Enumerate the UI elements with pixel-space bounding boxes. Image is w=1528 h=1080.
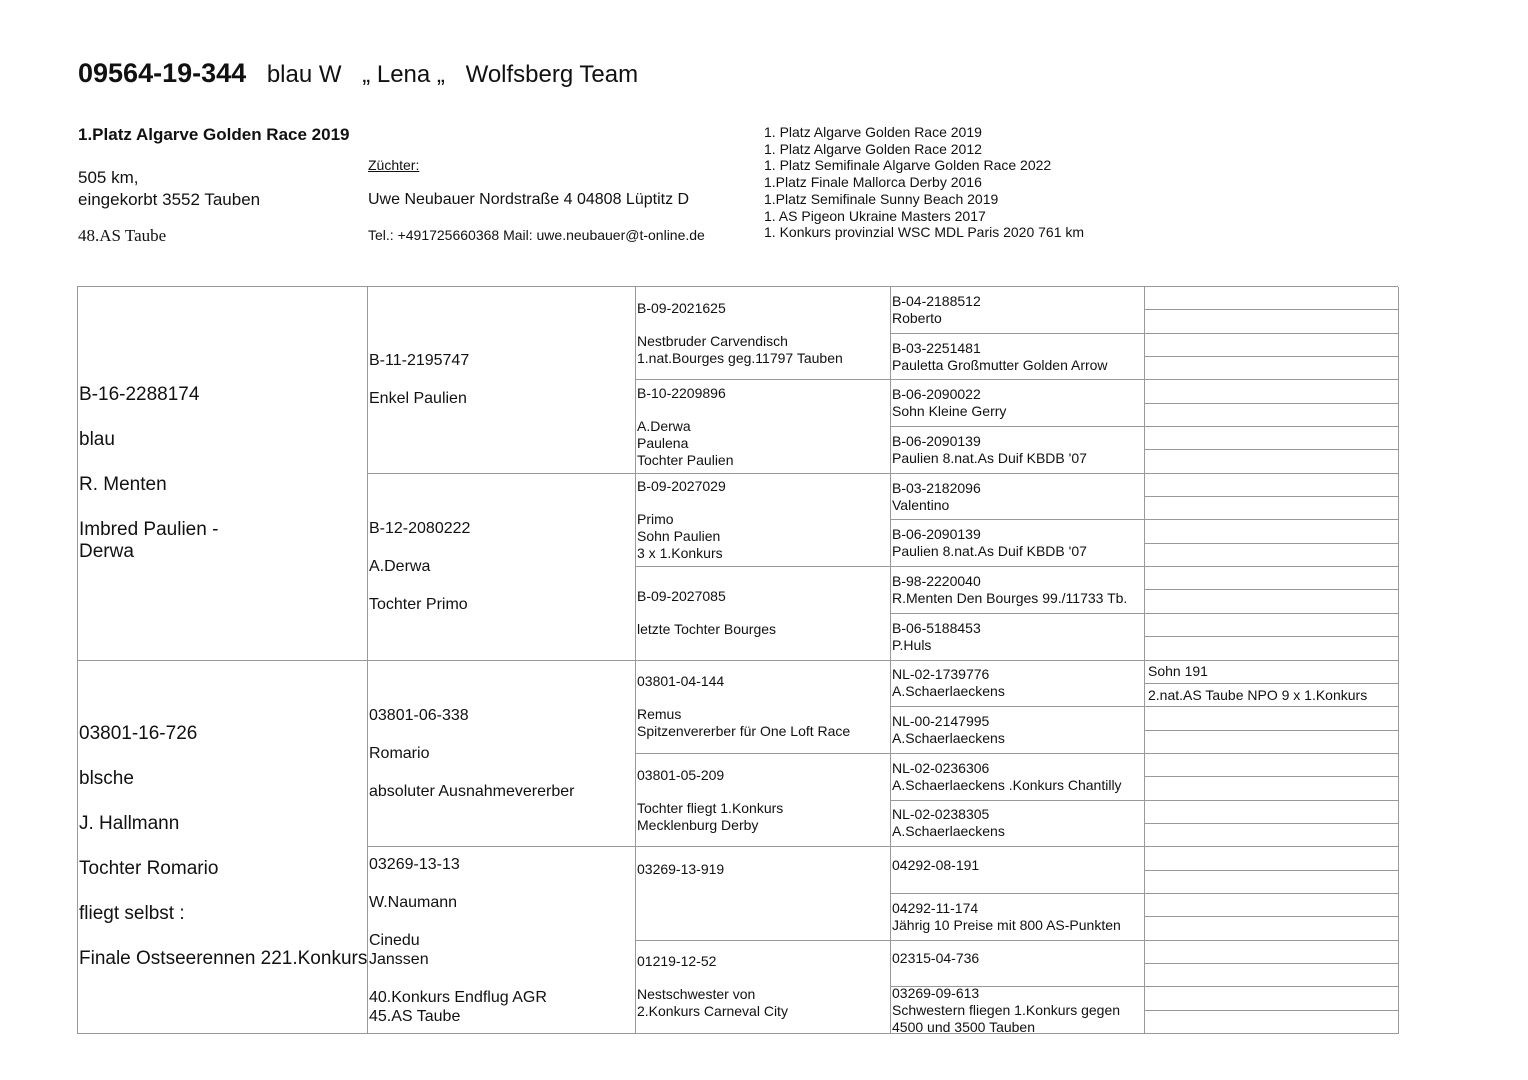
pedigree-cell-gen4 xyxy=(891,987,1145,1034)
cell-line: 03269-09-613 xyxy=(892,987,980,1001)
cell-line: Spitzenvererber für One Loft Race xyxy=(637,723,851,740)
cell-line: J. Hallmann xyxy=(79,813,180,835)
cell-line: 3 x 1.Konkurs xyxy=(637,544,723,561)
spacer xyxy=(369,538,635,557)
achievement-item: 1.Platz Semifinale Sunny Beach 2019 xyxy=(764,190,999,207)
cell-line: Pauletta Großmutter Golden Arrow xyxy=(892,356,1108,373)
cell-line: 03801-16-726 xyxy=(79,723,198,745)
pedigree-cell-gen5 xyxy=(1145,567,1399,590)
cell-line: Primo xyxy=(637,510,674,527)
cell-line: Jährig 10 Preise mit 800 AS-Punkten xyxy=(892,916,1121,933)
spacer xyxy=(369,370,635,389)
pedigree-cell-gen5 xyxy=(1145,310,1399,333)
pedigree-cell-gen5 xyxy=(1145,427,1399,450)
pedigree-cell-gen2 xyxy=(368,661,636,848)
pedigree-cell-gen5 xyxy=(1145,1011,1399,1034)
pedigree-cell-gen4 xyxy=(891,894,1145,941)
pedigree-cell-gen4 xyxy=(891,941,1145,988)
breeder-address: Uwe Neubauer Nordstraße 4 04808 Lüptitz D xyxy=(368,191,690,208)
achievement-item: 1. Platz Algarve Golden Race 2012 xyxy=(764,140,982,157)
cell-line: 1.nat.Bourges geg.11797 Tauben xyxy=(637,349,843,366)
cell-line: 2.Konkurs Carneval City xyxy=(637,1003,788,1020)
cell-line: Paulien 8.nat.As Duif KBDB '07 xyxy=(892,449,1087,466)
cell-line: B-03-2182096 xyxy=(892,479,981,496)
cell-line: 03801-04-144 xyxy=(637,673,725,690)
spacer xyxy=(79,880,367,903)
cell-line: Derwa xyxy=(79,540,134,562)
cell-line: Tochter fliegt 1.Konkurs xyxy=(637,799,784,816)
pedigree-cell-gen3 xyxy=(636,941,891,1034)
pedigree-cell-gen5 xyxy=(1145,917,1399,940)
spacer xyxy=(637,690,890,706)
pedigree-cell-gen5 xyxy=(1145,450,1399,473)
cell-line: Finale Ostseerennen 221.Konkurs xyxy=(79,948,368,970)
pedigree-cell-gen5 xyxy=(1145,614,1399,637)
spacer xyxy=(79,925,367,948)
cell-line: 02315-04-736 xyxy=(892,949,980,966)
cell-line: Valentino xyxy=(892,496,950,513)
cell-line: 03269-13-919 xyxy=(637,860,725,877)
cell-line: Schwestern fliegen 1.Konkurs gegen xyxy=(892,1001,1121,1018)
cell-line: Romario xyxy=(369,744,430,762)
cell-line: Roberto xyxy=(892,309,942,326)
headline: 1.Platz Algarve Golden Race 2019 xyxy=(78,125,350,144)
pedigree-cell-gen4 xyxy=(891,707,1145,754)
pedigree-cell-gen4 xyxy=(891,474,1145,521)
pedigree-cell-gen2 xyxy=(368,287,636,474)
spacer xyxy=(892,874,1144,884)
pedigree-cell-gen5 xyxy=(1145,894,1399,917)
pedigree-cell-gen5 xyxy=(1145,731,1399,754)
cell-line: NL-02-1739776 xyxy=(892,666,990,683)
ring-number: 09564-19-344 xyxy=(78,58,247,88)
cell-line: Imbred Paulien - xyxy=(79,518,219,540)
cell-line: A.Schaerlaeckens .Konkurs Chantilly xyxy=(892,776,1122,793)
pedigree-cell-gen4 xyxy=(891,661,1145,708)
cell-line: A.Derwa xyxy=(637,417,691,434)
spacer xyxy=(637,910,890,926)
cell-line: Sohn Paulien xyxy=(637,527,721,544)
cell-line: Nestbruder Carvendisch xyxy=(637,332,788,349)
spacer xyxy=(369,576,635,595)
cell-line: Nestschwester von xyxy=(637,986,756,1003)
cell-line: NL-02-0236306 xyxy=(892,759,990,776)
achievement-item: 1. Konkurs provinzial WSC MDL Paris 2020 761 km xyxy=(764,224,1085,241)
spacer xyxy=(369,969,635,988)
cell-line: Enkel Paulien xyxy=(369,390,467,408)
cell-line: Mecklenburg Derby xyxy=(637,816,759,833)
pedigree-cell-gen3 xyxy=(636,474,891,567)
cell-line: Sohn 191 xyxy=(1148,663,1208,680)
cell-line: B-10-2209896 xyxy=(637,384,726,401)
cell-line: R.Menten Den Bourges 99./11733 Tb. xyxy=(892,589,1128,606)
pedigree-cell-gen5 xyxy=(1145,520,1399,543)
cell-line: B-09-2021625 xyxy=(637,299,726,316)
spacer xyxy=(637,970,890,986)
cell-line: B-09-2027085 xyxy=(637,588,726,605)
cell-line: 04292-11-174 xyxy=(892,899,979,916)
pedigree-cell-gen4 xyxy=(891,427,1145,474)
cell-line: A.Schaerlaeckens xyxy=(892,823,1005,840)
pedigree-cell-gen5 xyxy=(1145,847,1399,870)
pedigree-cell-gen5 xyxy=(1145,964,1399,987)
pedigree-cell-gen5 xyxy=(1145,707,1399,730)
pedigree-cell-gen5 xyxy=(1145,871,1399,894)
as-rank: 48.AS Taube xyxy=(78,226,167,245)
breeder-contact: Tel.: +491725660368 Mail: uwe.neubauer@t-online.de xyxy=(368,227,705,243)
cell-line: Tochter Romario xyxy=(79,858,219,880)
spacer xyxy=(369,912,635,931)
cell-line: 4500 und 3500 Tauben xyxy=(892,1018,1035,1034)
pedigree-cell-gen3 xyxy=(636,754,891,847)
pedigree-cell-gen5 xyxy=(1145,287,1399,310)
spacer xyxy=(369,725,635,744)
breeder-label: Züchter: xyxy=(368,157,420,173)
cell-line: Remus xyxy=(637,706,682,723)
spacer xyxy=(637,495,890,511)
cell-line: absoluter Ausnahmevererber xyxy=(369,782,575,800)
cell-line: blsche xyxy=(79,768,134,790)
pedigree-cell-gen5 xyxy=(1145,497,1399,520)
spacer xyxy=(637,402,890,418)
cell-line: B-06-5188453 xyxy=(892,619,981,636)
cell-line: B-03-2251481 xyxy=(892,339,981,356)
cell-line: B-04-2188512 xyxy=(892,292,981,309)
cell-line: 45.AS Taube xyxy=(369,1007,461,1025)
pedigree-cell-gen2 xyxy=(368,474,636,661)
pedigree-cell-gen5 xyxy=(1145,661,1399,684)
achievement-item: 1. Platz Semifinale Algarve Golden Race 2022 xyxy=(764,157,1052,174)
pedigree-cell-gen3 xyxy=(636,287,891,380)
cell-line: A.Schaerlaeckens xyxy=(892,683,1005,700)
cell-line: B-06-2090139 xyxy=(892,526,981,543)
spacer xyxy=(79,406,367,429)
cell-line: 03801-06-338 xyxy=(369,706,469,724)
cell-line: B-16-2288174 xyxy=(79,383,200,405)
pedigree-cell-gen2 xyxy=(368,847,636,1034)
pedigree-cell-gen5 xyxy=(1145,637,1399,660)
cell-line: 40.Konkurs Endflug AGR xyxy=(369,988,547,1006)
pedigree-cell-gen4 xyxy=(891,287,1145,334)
cell-line: B-11-2195747 xyxy=(369,352,470,370)
pedigree-cell-gen5 xyxy=(1145,684,1399,707)
cell-line: B-06-2090139 xyxy=(892,432,981,449)
spacer xyxy=(79,745,367,768)
cell-line: Janssen xyxy=(369,950,429,968)
pedigree-cell-gen5 xyxy=(1145,754,1399,777)
pedigree-cell-gen5 xyxy=(1145,380,1399,403)
spacer xyxy=(637,784,890,800)
pedigree-cell-gen1 xyxy=(78,661,368,1035)
cell-line: B-12-2080222 xyxy=(369,520,471,538)
pedigree-cell-gen3 xyxy=(636,847,891,940)
basketed: eingekorbt 3552 Tauben xyxy=(78,190,261,209)
cell-line: A.Schaerlaeckens xyxy=(892,730,1005,747)
cell-line: R. Menten xyxy=(79,473,167,495)
cell-line: blau xyxy=(79,428,115,450)
cell-line: Tochter Primo xyxy=(369,596,468,614)
cell-line: 03269-13-13 xyxy=(369,855,460,873)
spacer xyxy=(369,874,635,893)
spacer xyxy=(637,894,890,910)
pedigree-cell-gen4 xyxy=(891,567,1145,614)
achievement-item: 1. AS Pigeon Ukraine Masters 2017 xyxy=(764,207,986,224)
pedigree-cell-gen4 xyxy=(891,334,1145,381)
achievement-item: 1. Platz Algarve Golden Race 2019 xyxy=(764,124,982,140)
cell-line: fliegt selbst : xyxy=(79,903,185,925)
cell-line: 04292-08-191 xyxy=(892,856,980,873)
spacer xyxy=(892,967,1144,977)
pedigree-cell-gen3 xyxy=(636,661,891,754)
pedigree-cell-gen4 xyxy=(891,520,1145,567)
cell-line: W.Naumann xyxy=(369,893,458,911)
cell-line: NL-02-0238305 xyxy=(892,806,990,823)
spacer xyxy=(637,605,890,621)
spacer xyxy=(79,835,367,858)
pedigree-cell-gen5 xyxy=(1145,544,1399,567)
pedigree-cell-gen3 xyxy=(636,567,891,660)
spacer xyxy=(637,317,890,333)
pedigree-table xyxy=(77,286,1398,1034)
cell-line: Cinedu xyxy=(369,931,420,949)
team-name: Wolfsberg Team xyxy=(465,61,639,88)
cell-line: B-06-2090022 xyxy=(892,386,981,403)
cell-line: Paulena xyxy=(637,434,689,451)
pedigree-cell-gen5 xyxy=(1145,987,1399,1010)
pedigree-cell-gen5 xyxy=(1145,941,1399,964)
spacer xyxy=(637,878,890,894)
pedigree-cell-gen4 xyxy=(891,847,1145,894)
cell-line: letzte Tochter Bourges xyxy=(637,621,777,638)
race-info xyxy=(78,167,260,211)
cell-line: A.Derwa xyxy=(369,558,431,576)
pigeon-title xyxy=(78,58,652,89)
pedigree-cell-gen1 xyxy=(78,287,368,661)
cell-line: B-09-2027029 xyxy=(637,477,726,494)
pedigree-cell-gen4 xyxy=(891,801,1145,848)
spacer xyxy=(79,496,367,519)
cell-line: Sohn Kleine Gerry xyxy=(892,403,1007,420)
achievements-list xyxy=(764,124,1084,241)
pigeon-name: „ Lena „ xyxy=(362,61,445,88)
cell-line: 01219-12-52 xyxy=(637,953,717,970)
spacer xyxy=(79,790,367,813)
achievement-item: 1.Platz Finale Mallorca Derby 2016 xyxy=(764,174,982,191)
pedigree-cell-gen3 xyxy=(636,380,891,473)
pedigree-cell-gen5 xyxy=(1145,777,1399,800)
pedigree-cell-gen5 xyxy=(1145,590,1399,613)
cell-line: 03801-05-209 xyxy=(637,766,725,783)
cell-line: 2.nat.AS Taube NPO 9 x 1.Konkurs xyxy=(1148,686,1368,703)
pedigree-cell-gen4 xyxy=(891,380,1145,427)
pedigree-cell-gen5 xyxy=(1145,334,1399,357)
cell-line: P.Huls xyxy=(892,636,932,653)
spacer xyxy=(369,763,635,782)
spacer xyxy=(79,451,367,474)
pedigree-cell-gen5 xyxy=(1145,357,1399,380)
pedigree-cell-gen5 xyxy=(1145,474,1399,497)
color-sex: blau W xyxy=(266,61,342,88)
cell-line: Tochter Paulien xyxy=(637,451,734,468)
pedigree-cell-gen5 xyxy=(1145,404,1399,427)
cell-line: B-98-2220040 xyxy=(892,572,981,589)
cell-line: NL-00-2147995 xyxy=(892,713,990,730)
pedigree-cell-gen5 xyxy=(1145,824,1399,847)
pedigree-cell-gen5 xyxy=(1145,801,1399,824)
pedigree-cell-gen4 xyxy=(891,614,1145,661)
pedigree-cell-gen4 xyxy=(891,754,1145,801)
distance: 505 km, xyxy=(78,168,139,187)
cell-line: Paulien 8.nat.As Duif KBDB '07 xyxy=(892,543,1087,560)
